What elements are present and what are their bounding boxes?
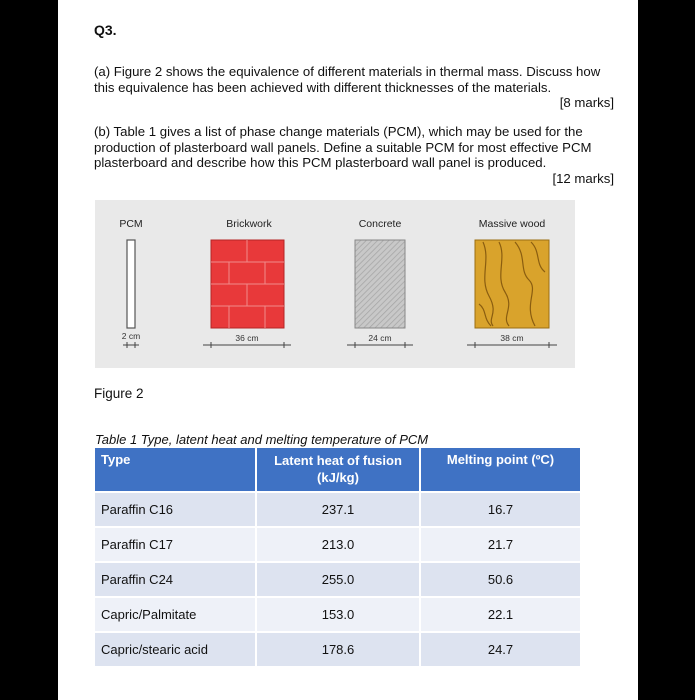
- material-label-brickwork: Brickwork: [226, 218, 272, 230]
- table-row: [95, 492, 580, 527]
- header-melting-point: Melting point (ºC): [420, 448, 580, 492]
- cell-latent-heat: 153.0: [256, 597, 420, 632]
- brickwork-block: [211, 240, 284, 328]
- concrete-thickness: 24 cm: [368, 333, 392, 343]
- question-part-a: [94, 64, 614, 111]
- cell-melting-point: 50.6: [420, 562, 580, 597]
- concrete-block: [355, 240, 405, 328]
- part-a-text: (a) Figure 2 shows the equivalence of different materials in thermal mass. Discuss how this equivalence has been achieved with different thicknesses of the materials.: [94, 64, 601, 95]
- cell-latent-heat: 237.1: [256, 492, 420, 527]
- header-latent-heat: Latent heat of fusion (kJ/kg): [256, 448, 420, 492]
- pcm-board: [127, 240, 135, 328]
- massive-wood-thickness: 38 cm: [500, 333, 524, 343]
- document-page: [58, 0, 638, 700]
- pcm-thickness: 2 cm: [121, 331, 141, 341]
- material-label-pcm: PCM: [119, 218, 143, 230]
- cell-melting-point: 16.7: [420, 492, 580, 527]
- figure-caption: Figure 2: [94, 386, 144, 401]
- cell-melting-point: 22.1: [420, 597, 580, 632]
- material-label-concrete: Concrete: [358, 218, 402, 230]
- table-row: [95, 527, 580, 562]
- cell-type: Paraffin C24: [95, 562, 256, 597]
- table-header-row: [95, 448, 580, 492]
- part-b-marks: [12 marks]: [552, 170, 614, 186]
- table-row: [95, 562, 580, 597]
- table-row: [95, 597, 580, 632]
- header-type: Type: [95, 448, 256, 492]
- table-caption: Table 1 Type, latent heat and melting temperature of PCM: [95, 432, 429, 447]
- question-number: Q3.: [94, 22, 117, 38]
- cell-type: Paraffin C17: [95, 527, 256, 562]
- dimension-lines: [123, 342, 557, 348]
- cell-latent-heat: 213.0: [256, 527, 420, 562]
- cell-type: Capric/Palmitate: [95, 597, 256, 632]
- cell-type: Capric/stearic acid: [95, 632, 256, 666]
- pcm-table: [95, 448, 580, 666]
- brickwork-thickness: 36 cm: [235, 333, 259, 343]
- part-a-marks: [8 marks]: [559, 95, 614, 110]
- cell-latent-heat: 178.6: [256, 632, 420, 666]
- question-part-b: [94, 124, 614, 186]
- massive-wood-block: [475, 240, 549, 328]
- cell-latent-heat: 255.0: [256, 562, 420, 597]
- cell-type: Paraffin C16: [95, 492, 256, 527]
- table-row: [95, 632, 580, 666]
- material-label-massive-wood: Massive wood: [478, 218, 546, 230]
- cell-melting-point: 24.7: [420, 632, 580, 666]
- cell-melting-point: 21.7: [420, 527, 580, 562]
- part-b-text: (b) Table 1 gives a list of phase change materials (PCM), which may be used for the production of plasterboard wall panels. Define a suitable PCM for most effective PCM plasterboard and describe how this PCM plasterboard wall panel is produced.: [94, 124, 592, 170]
- figure-thermal-mass: [95, 200, 575, 368]
